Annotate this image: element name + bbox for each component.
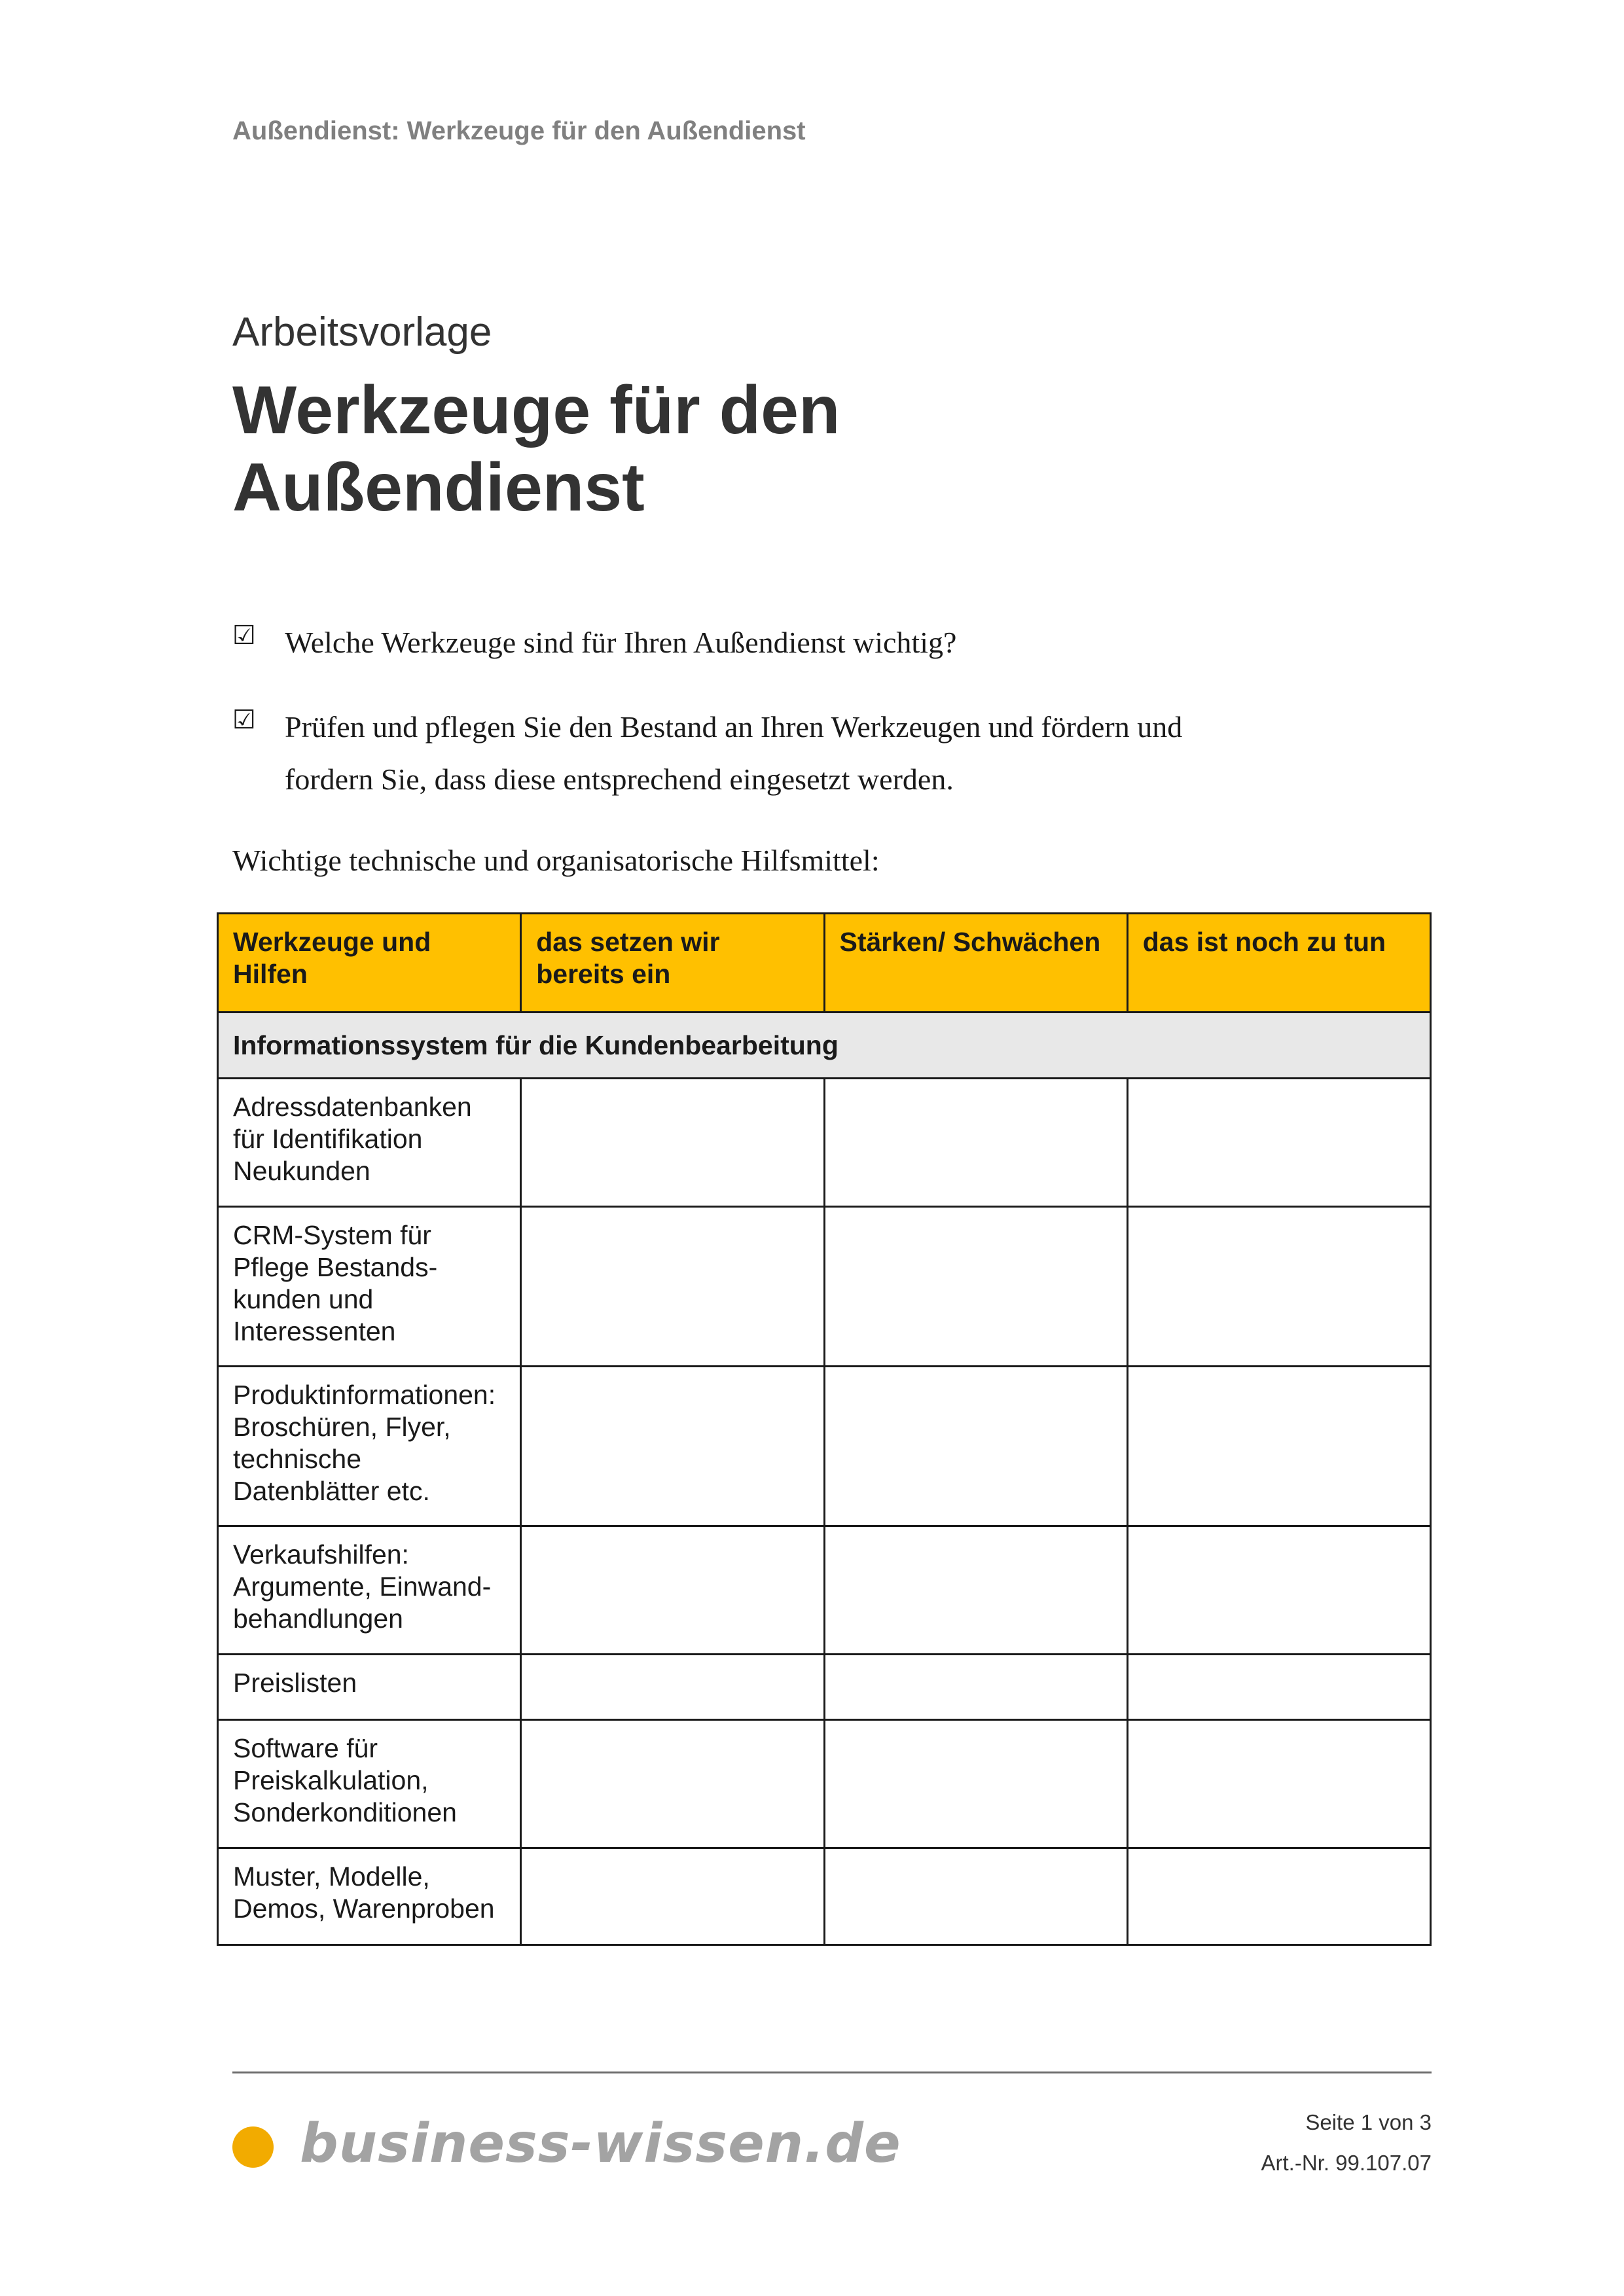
footer-divider [232,2072,1432,2073]
tool-name: Muster, Modelle, Demos, Warenproben [218,1848,521,1945]
table-row [218,1207,1431,1367]
cell-in-use[interactable] [521,1526,824,1655]
page-info [1261,2102,1432,2183]
brand-logo-text[interactable]: business-wissen.de [300,2113,901,2175]
checklist-text: Prüfen und pflegen Sie den Bestand an Ihren Werkzeugen und fördern und fordern Sie, dass diese entsprechend eingesetzt werden. [285,710,1183,796]
document-title [232,372,1214,526]
table-intro: Wichtige technische und organisatorische Hilfsmittel: [232,844,880,877]
checklist-item [232,701,1201,806]
table-row [218,1720,1431,1848]
cell-in-use[interactable] [521,1079,824,1207]
table-section-row [218,1013,1431,1079]
table-header-row [218,914,1431,1013]
tool-name: Adressdatenbanken für Identifikation Neukunden [218,1079,521,1207]
table-row [218,1079,1431,1207]
column-header-in-use: das setzen wir bereits ein [521,914,824,1013]
page-number: Seite 1 von 3 [1305,2110,1432,2134]
article-number: Art.-Nr. 99.107.07 [1261,2151,1432,2175]
cell-strengths-weaknesses[interactable] [824,1720,1127,1848]
column-header-strengths-weaknesses: Stärken/ Schwächen [824,914,1127,1013]
cell-todo[interactable] [1127,1526,1430,1655]
cell-in-use[interactable] [521,1720,824,1848]
column-header-tools: Werkzeuge und Hilfen [218,914,521,1013]
tool-name: Produktinformationen: Broschüren, Flyer, technische Datenblätter etc. [218,1367,521,1526]
cell-todo[interactable] [1127,1720,1430,1848]
cell-in-use[interactable] [521,1207,824,1367]
cell-strengths-weaknesses[interactable] [824,1207,1127,1367]
tools-table [217,912,1432,1946]
section-title: Informationssystem für die Kundenbearbeitung [218,1013,1431,1079]
cell-strengths-weaknesses[interactable] [824,1848,1127,1945]
table-row [218,1848,1431,1945]
cell-todo[interactable] [1127,1848,1430,1945]
running-header: Außendienst: Werkzeuge für den Außendienst [232,117,806,145]
checkbox-checked-icon: ☑ [232,620,256,651]
column-header-todo: das ist noch zu tun [1127,914,1430,1013]
cell-strengths-weaknesses[interactable] [824,1655,1127,1720]
logo-dot-icon [232,2126,274,2168]
checkbox-checked-icon: ☑ [232,705,256,735]
cell-strengths-weaknesses[interactable] [824,1079,1127,1207]
cell-in-use[interactable] [521,1367,824,1526]
tool-name: Verkaufshilfen: Argumente, Einwand-behandlungen [218,1526,521,1655]
cell-todo[interactable] [1127,1655,1430,1720]
cell-todo[interactable] [1127,1367,1430,1526]
tool-name: CRM-System für Pflege Bestands-kunden und Interessenten [218,1207,521,1367]
cell-in-use[interactable] [521,1655,824,1720]
tool-name: Software für Preiskalkulation, Sonderkonditionen [218,1720,521,1848]
document-type: Arbeitsvorlage [232,310,492,355]
tool-name: Preislisten [218,1655,521,1720]
checklist-item [232,617,1201,669]
checklist-text: Welche Werkzeuge sind für Ihren Außendienst wichtig? [285,626,957,659]
cell-strengths-weaknesses[interactable] [824,1526,1127,1655]
table-row [218,1655,1431,1720]
cell-in-use[interactable] [521,1848,824,1945]
cell-strengths-weaknesses[interactable] [824,1367,1127,1526]
table-row [218,1526,1431,1655]
document-title-line-2: Außendienst [232,450,645,526]
document-title-line-1: Werkzeuge für den [232,372,840,448]
cell-todo[interactable] [1127,1207,1430,1367]
cell-todo[interactable] [1127,1079,1430,1207]
table-row [218,1367,1431,1526]
